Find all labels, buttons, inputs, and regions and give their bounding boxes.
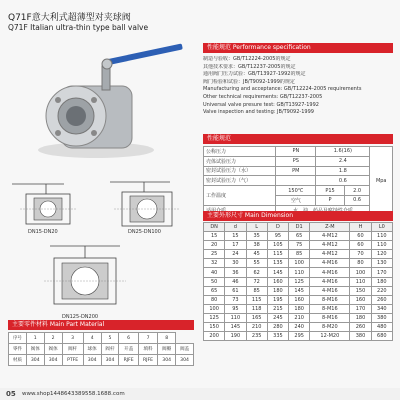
table-row: [204, 268, 393, 277]
table-cell: 240: [289, 323, 310, 332]
column-header: D1: [289, 223, 310, 232]
table-cell: 70: [350, 250, 371, 259]
table-cell: 110: [225, 313, 246, 322]
table-row: [204, 286, 393, 295]
table-cell: 62: [246, 268, 267, 277]
table-cell: 开盖: [119, 344, 138, 355]
table-cell: 15: [225, 232, 246, 241]
unit-cell: Mpa: [370, 147, 393, 216]
table-cell: 36: [225, 268, 246, 277]
table-cell: 30: [225, 259, 246, 268]
table-cell: 295: [289, 332, 310, 341]
table-row: [9, 344, 194, 355]
table-cell: 380: [371, 313, 392, 322]
table-row: [204, 259, 393, 268]
table-cell: 150: [350, 286, 371, 295]
column-header: DN: [204, 223, 225, 232]
table-cell: 1: [26, 333, 44, 344]
table-cell: 32: [204, 259, 225, 268]
table-cell: 4-M16: [310, 268, 350, 277]
shop-url: www.shop1448643389558.1688.com: [22, 391, 125, 397]
table-cell: 40: [204, 268, 225, 277]
table-cell: 215: [267, 304, 288, 313]
table-cell: 110: [371, 241, 392, 250]
table-cell: 17: [225, 241, 246, 250]
table-cell: 85: [246, 286, 267, 295]
table-cell: 110: [350, 277, 371, 286]
table-row: [204, 250, 393, 259]
table-cell: 480: [371, 323, 392, 332]
table-cell: 180: [267, 286, 288, 295]
table-row: [204, 313, 393, 322]
material-table: [8, 332, 194, 366]
drawing-dn15-dn20: [6, 172, 98, 234]
table-cell: 304: [101, 355, 119, 366]
table-cell: 4-M12: [310, 241, 350, 250]
table-cell: 5: [101, 333, 119, 344]
table-cell: 210: [289, 313, 310, 322]
performance-spec-bar: 性能规范 Performance specification: [203, 43, 393, 53]
spec-line: 通用阀门压力试验：GB/T13927-1992的规定: [203, 71, 306, 78]
table-cell: 170: [350, 304, 371, 313]
table-row: 工作温度 150℃ P15 2.0: [204, 186, 393, 196]
table-cell: 25: [204, 250, 225, 259]
table-cell: 55: [246, 259, 267, 268]
table-row: [204, 232, 393, 241]
table-cell: 120: [371, 250, 392, 259]
table-cell: 24: [225, 250, 246, 259]
spec-line: 其他技术要求：GB/T12237-2005的规定: [203, 63, 296, 70]
spec-line: Valve inspection and testing: JB/T9092-1999: [203, 109, 314, 116]
table-cell: 8-M20: [310, 323, 350, 332]
table-cell: 260: [350, 323, 371, 332]
table-cell: 95: [225, 304, 246, 313]
table-cell: 20: [204, 241, 225, 250]
table-cell: 阀瓣: [158, 344, 176, 355]
table-cell: 61: [225, 286, 246, 295]
table-cell: 46: [225, 277, 246, 286]
table-cell: 8-M16: [310, 313, 350, 322]
table-cell: 130: [371, 259, 392, 268]
table-header-row: [204, 223, 393, 232]
table-cell: 85: [289, 250, 310, 259]
table-cell: 阀杆: [101, 344, 119, 355]
table-cell: RJFE: [138, 355, 157, 366]
table-cell: 304: [44, 355, 62, 366]
table-cell: 60: [350, 232, 371, 241]
spec-line: Manufacturing and acceptance: GB/T12224-2005 requirements: [203, 86, 362, 93]
table-cell: 200: [204, 332, 225, 341]
table-cell: 45: [246, 250, 267, 259]
table-cell: 4-M16: [310, 259, 350, 268]
table-cell: 160: [267, 277, 288, 286]
table-cell: 304: [176, 355, 194, 366]
table-cell: 65: [289, 232, 310, 241]
page-number: 05: [6, 390, 16, 398]
table-cell: 4: [83, 333, 101, 344]
table-cell: 190: [225, 332, 246, 341]
table-cell: 340: [371, 304, 392, 313]
table-cell: 6: [119, 333, 138, 344]
valve-photo: [18, 38, 188, 168]
table-row: [204, 277, 393, 286]
table-row: [204, 295, 393, 304]
table-cell: 210: [246, 323, 267, 332]
table-cell: 填料: [138, 344, 157, 355]
table-cell: 145: [225, 323, 246, 332]
table-cell: 15: [204, 232, 225, 241]
drawing-label-right: DN25-DN100: [128, 229, 161, 235]
table-row: [204, 304, 393, 313]
table-cell: 65: [204, 286, 225, 295]
table-cell: 125: [204, 313, 225, 322]
table-cell: 115: [246, 295, 267, 304]
column-header: d: [225, 223, 246, 232]
table-cell: 4-M12: [310, 250, 350, 259]
table-cell: 105: [267, 241, 288, 250]
table-cell: 110: [289, 268, 310, 277]
table-row: 公称压力 PN 1.6(16) Mpa: [204, 147, 393, 157]
table-cell: 160: [289, 295, 310, 304]
spec-line: 阀门检验和试验：JB/T9092-1999的规定: [203, 78, 295, 85]
table-cell: 3: [62, 333, 83, 344]
table-cell: 序号: [9, 333, 27, 344]
table-row: [204, 323, 393, 332]
table-cell: 60: [350, 241, 371, 250]
table-cell: 零件: [9, 344, 27, 355]
table-cell: 7: [138, 333, 157, 344]
table-cell: 180: [289, 304, 310, 313]
table-cell: 72: [246, 277, 267, 286]
table-cell: 8: [158, 333, 176, 344]
table-cell: 阀体: [26, 344, 44, 355]
column-header: L: [246, 223, 267, 232]
table-cell: 170: [371, 268, 392, 277]
table-cell: 80: [350, 259, 371, 268]
dimension-table: [203, 222, 393, 341]
table-cell: 235: [246, 332, 267, 341]
table-cell: 80: [204, 295, 225, 304]
table-row: 密封试验压力（气） 0.6: [204, 176, 393, 186]
table-cell: 100: [204, 304, 225, 313]
table-row: 空气 P 0.6: [204, 195, 393, 205]
drawing-label-left: DN15-DN20: [28, 229, 58, 235]
table-cell: 118: [246, 304, 267, 313]
table-cell: 38: [246, 241, 267, 250]
table-cell: 260: [371, 295, 392, 304]
table-cell: 73: [225, 295, 246, 304]
table-cell: 4-M16: [310, 277, 350, 286]
material-table-bar: 主要零件材料 Main Part Material: [8, 320, 194, 330]
table-cell: 阀杆: [62, 344, 83, 355]
table-row: [204, 241, 393, 250]
table-cell: 160: [350, 295, 371, 304]
column-header: Z-M: [310, 223, 350, 232]
column-header: L0: [371, 223, 392, 232]
dimension-table-bar: 主要外形尺寸 Main Dimension: [203, 211, 393, 221]
column-header: D: [267, 223, 288, 232]
table-cell: 220: [371, 286, 392, 295]
table-cell: 100: [289, 259, 310, 268]
table-header-row: [9, 333, 194, 344]
table-cell: 180: [350, 313, 371, 322]
table-cell: 245: [267, 313, 288, 322]
table-cell: 135: [267, 259, 288, 268]
table-cell: 阀体: [44, 344, 62, 355]
table-cell: 4-M12: [310, 232, 350, 241]
table-row: [9, 355, 194, 366]
table-cell: RJFE: [119, 355, 138, 366]
table-cell: 150: [204, 323, 225, 332]
table-cell: 阀盖: [176, 344, 194, 355]
table-cell: 145: [267, 268, 288, 277]
table-cell: 100: [350, 268, 371, 277]
product-title-cn: Q71F意大利式超薄型对夹球阀: [8, 13, 131, 23]
table-cell: 180: [371, 277, 392, 286]
drawing-label-bottom: DN125-DN200: [62, 314, 99, 320]
drawing-dn25-dn100: [100, 172, 196, 234]
spec-line: Other technical requirements: GB/T12237-2005: [203, 93, 323, 100]
performance-table: [203, 146, 393, 216]
table-cell: 304: [26, 355, 44, 366]
table-row: 密封试验压力（水） PM 1.8: [204, 166, 393, 176]
table-cell: 335: [267, 332, 288, 341]
table-cell: 165: [246, 313, 267, 322]
table-cell: 380: [350, 332, 371, 341]
table-cell: 50: [204, 277, 225, 286]
table-row: 壳体试验压力 PS 2.4: [204, 156, 393, 166]
table-cell: 4-M16: [310, 286, 350, 295]
drawing-dn125-dn200: [30, 238, 140, 314]
table-cell: 8-M16: [310, 295, 350, 304]
table-cell: 球体: [83, 344, 101, 355]
performance-table-bar: 性能规范: [203, 134, 393, 144]
table-cell: 115: [267, 250, 288, 259]
table-cell: 材质: [9, 355, 27, 366]
column-header: H: [350, 223, 371, 232]
table-cell: 304: [158, 355, 176, 366]
table-cell: 195: [267, 295, 288, 304]
table-cell: 680: [371, 332, 392, 341]
table-cell: 35: [246, 232, 267, 241]
table-cell: 12-M20: [310, 332, 350, 341]
product-title-en: Q71F Italian ultra-thin type ball valve: [8, 23, 149, 32]
spec-line: 制造与验收：GB/T12224-2005的规定: [203, 56, 291, 62]
table-cell: 2: [44, 333, 62, 344]
footer: [0, 388, 400, 400]
table-row: [204, 332, 393, 341]
performance-spec-lines: [203, 56, 393, 117]
spec-line: Universal valve presure test: GB/T13927-1992: [203, 101, 319, 108]
table-cell: 145: [289, 286, 310, 295]
table-cell: 280: [267, 323, 288, 332]
table-cell: 125: [289, 277, 310, 286]
table-cell: 75: [289, 241, 310, 250]
table-cell: 304: [83, 355, 101, 366]
table-cell: 95: [267, 232, 288, 241]
table-cell: PTFE: [62, 355, 83, 366]
table-cell: 8-M16: [310, 304, 350, 313]
table-cell: 110: [371, 232, 392, 241]
